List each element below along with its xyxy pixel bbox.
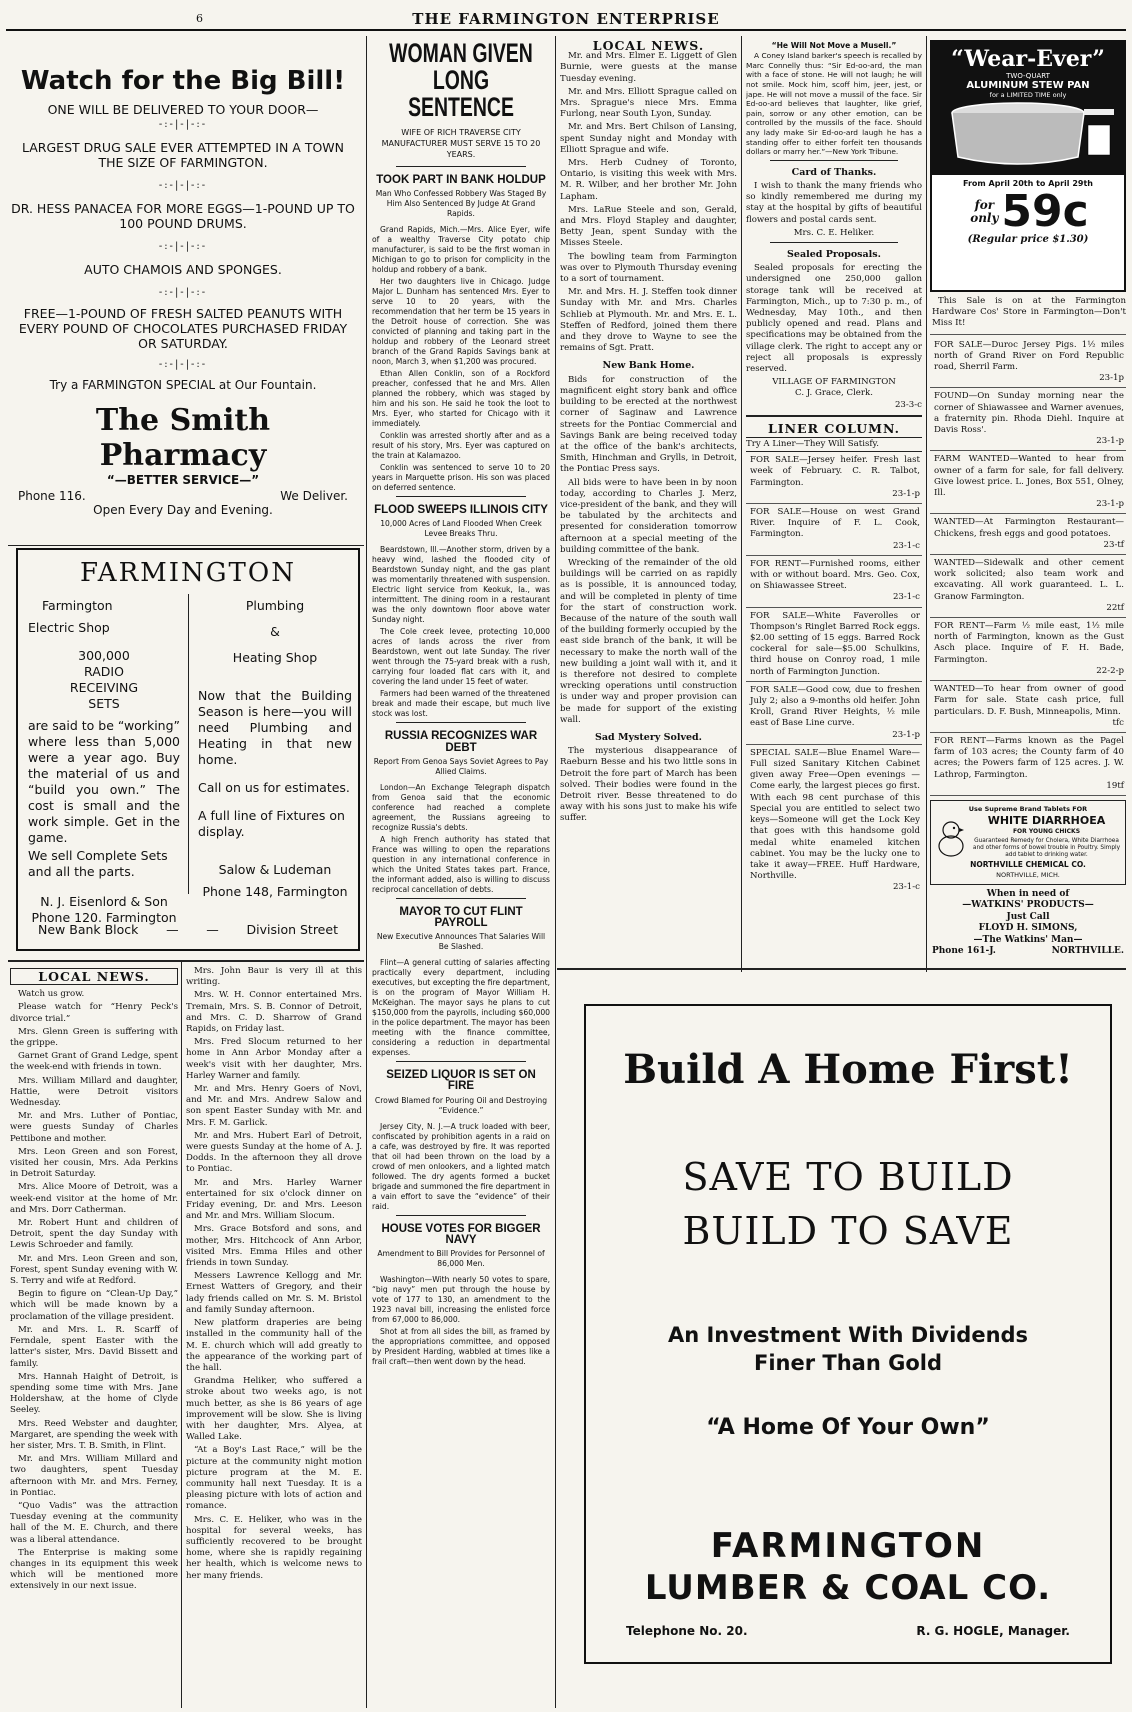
- classified-text: WANTED—Sidewalk and other cement work solicited; also team work and excavating. All work guaranteed. L. L. Granow Farmington.: [934, 558, 1124, 602]
- section-rule: [557, 968, 1126, 970]
- local-news-2-item: Mr. and Mrs. Leon Green and son, Forest, spent Sunday evening with W. S. Terry and wife at Redford.: [10, 1253, 178, 1287]
- lumber-home: “A Home Of Your Own”: [706, 1415, 990, 1440]
- section-rule: [8, 960, 364, 962]
- footer-left: New Bank Block: [38, 922, 139, 937]
- local-news-2-item: Please watch for “Henry Peck's divorce trial.”: [10, 1002, 178, 1024]
- liner-list: [746, 452, 922, 896]
- local-news-2-item: Garnet Grant of Grand Ledge, spent the week-end with friends in town.: [10, 1051, 178, 1073]
- local-news-item: Mrs. LaRue Steele and son, Gerald, and Mrs. Floyd Stapley and daughter, Betty Jean, spent Sunday with the Misses Steele.: [560, 204, 737, 249]
- liner-item-text: FOR SALE—White Faverolles or Thompson's Ringlet Barred Rock eggs. $2.00 setting of 15 eggs. Barred Rock cockeral for sale—$5.00 Schulkins, third house on Conroy road, 1 mile north of Farmington Junction.: [750, 610, 920, 677]
- liner-item: [746, 452, 922, 504]
- woman-paragraph: Conklin was sentenced to serve 10 to 20 years in Marquette prison. His son was placed on deferred sentence.: [372, 463, 550, 493]
- thanks-title: Card of Thanks.: [791, 166, 877, 178]
- plumbing-body: Now that the Building Season is here—you will need Plumbing and Heating in that new home.: [198, 688, 352, 767]
- pharmacy-item: FREE—1-POUND OF FRESH SALTED PEANUTS WITH EVERY POUND OF CHOCOLATES PURCHASED FRIDAY OR SATURDAY.: [18, 306, 348, 351]
- flint-headline: MAYOR TO CUT FLINT PAYROLL: [399, 905, 523, 930]
- electric-head-1: Farmington: [42, 598, 113, 613]
- local-news-2-item: Mrs. William Millard and daughter, Hattie, were Detroit visitors Wednesday.: [10, 1075, 178, 1109]
- liner-item-ref: 23-1-p: [892, 729, 920, 740]
- wear-ever-size: TWO-QUART: [1006, 72, 1050, 80]
- rule: [746, 415, 922, 417]
- farmington-title: FARMINGTON: [80, 558, 296, 588]
- footer-right: Division Street: [246, 922, 338, 937]
- pharmacy-phone: Phone 116.: [18, 489, 86, 503]
- page-number: 6: [196, 12, 203, 25]
- woman-headline-1: WOMAN GIVEN: [389, 40, 533, 68]
- classified-item: [930, 618, 1126, 681]
- column-rule: [926, 36, 927, 972]
- deco-divider: -:-|-|-:-: [158, 359, 208, 370]
- liner-item-ref: 23-1-c: [892, 592, 920, 603]
- bank-home-paragraph: Bids for construction of the magnificent eight story bank and office building to be erected at the northwest corner of Saginaw and Lawrence streets for the Pontiac Commercial and Savings Bank are being received today at the office of the bank's architects, Smith, Hinchman and Grylls, in Detroit, the Pontiac Press says.: [560, 374, 737, 475]
- plumbing-shop: [198, 598, 352, 900]
- liner-item: [746, 745, 922, 897]
- local-news-2-item: Mrs. Reed Webster and daughter, Margaret, are spending the week with her sister, Mrs. T. B. Smith, in Flint.: [10, 1418, 178, 1451]
- liner-title: LINER COLUMN.: [768, 420, 900, 436]
- local-news-2-item: Grandma Heliker, who suffered a stroke about two weeks ago, is not much better, as she is 86 years of age improvement will be slow. She is living with her daughter, Mrs. Alyea, at Walled Lake.: [186, 1376, 362, 1443]
- local-news-item: Mr. and Mrs. Elliott Sprague called on Mrs. Sprague's niece Mrs. Emma Furlong, near South Lyon, Sunday.: [560, 86, 737, 120]
- classified-item: [930, 555, 1126, 618]
- classified-text: WANTED—To hear from owner of good Farm for sale. State cash price, full particulars. D. F. Bush, Minneapolis, Minn.: [934, 684, 1124, 717]
- watkins-line: When in need of: [986, 888, 1070, 899]
- electric-shop: [28, 598, 180, 926]
- thanks-signed: Mrs. C. E. Heliker.: [793, 227, 875, 238]
- electric-body: are said to be “working” where less than 5,000 were a year ago. Buy the material of us and “build you own.” The cost is small and the work simple. Get in the game.: [28, 718, 180, 845]
- classified-text: FOR RENT—Farms known as the Pagel farm of 103 acres; the County farm of 40 acres; the Powers farm of 125 acres. J. W. Lathrop, Farmington.: [934, 735, 1124, 780]
- flint-deck: New Executive Announces That Salaries Will Be Slashed.: [376, 932, 546, 952]
- local-news-2-item: Mr. and Mrs. William Millard and two daughters, spent Tuesday afternoon with Mr. and Mrs. Ferney, in Pontiac.: [10, 1454, 178, 1498]
- lumber-phone: Telephone No. 20.: [626, 1624, 748, 1638]
- flood-paragraph: The Cole creek levee, protecting 10,000 acres of lands across the river from Beardstown, went out late Sunday. The river went through the 75-yard break with a rush, carrying four loaded flat cars with it, and covering the land under 15 feet of water.: [372, 627, 550, 687]
- liner-item-text: FOR SALE—House on west Grand River. Inquire of F. L. Cook, Farmington.: [750, 507, 920, 540]
- classified-item: [930, 388, 1126, 451]
- local-news-2-item: Mrs. John Baur is very ill at this writing.: [186, 966, 362, 988]
- classified-item: [930, 733, 1126, 796]
- thanks-text: I wish to thank the many friends who so kindly remembered me during my stay at the hospital by gifts of beautiful flowers and postal cards sent.: [746, 180, 922, 225]
- watkins-line: Just Call: [1006, 911, 1050, 922]
- wear-ever-price-row: [932, 186, 1124, 237]
- deco-divider: -:-|-|-:-: [158, 287, 208, 298]
- classified-text: FARM WANTED—Wanted to hear from owner of a farm for sale, for fall delivery. Give lowest price. L. Jones, Box 551, Olney, Ill.: [934, 454, 1124, 499]
- rule: [396, 496, 526, 497]
- stew-pan-icon: [938, 99, 1118, 169]
- right-classifieds: [930, 296, 1126, 966]
- pharmacy-name: The Smith Pharmacy: [95, 403, 271, 473]
- deco-divider: -:-|-|-:-: [158, 119, 208, 130]
- navy-deck: Amendment to Bill Provides for Personnel of 86,000 Men.: [377, 1249, 545, 1269]
- flint-paragraph: Flint—A general cutting of salaries affecting practically every department, including executives, but excepting the fire department, is on the program of Mayor William H. McKeighan. The mayor says he plans to cut $150,000 from the payrolls, including $60,000 in the police department. The mayor has been meeting with the finance committee, considering a reduction in departmental expenses.: [372, 958, 550, 1058]
- liner-item: [746, 608, 922, 682]
- lumber-line-2: BUILD TO SAVE: [682, 1209, 1014, 1253]
- liner-item-text: FOR RENT—Furnished rooms, either with or without board. Mrs. Geo. Cox, on Shiawassee Street.: [750, 558, 920, 592]
- diarrhoea-top: Use Supreme Brand Tablets FOR: [968, 804, 1088, 813]
- navy-paragraph: Washington—With nearly 50 votes to spare, “big navy” men put through the house by vote of 177 to 130, an amendment to the 1923 naval bill, increasing the enlisted force from 67,000 to 86,000.: [372, 1275, 550, 1325]
- plumbing-phone: Phone 148, Farmington: [202, 884, 348, 899]
- local-news-item: Mr. and Mrs. Bert Chilson of Lansing, spent Sunday night and Monday with Elliott Sprague and wife.: [560, 122, 737, 155]
- local-news-2-item: Messers Lawrence Kellogg and Mr. Ernest Watters of Gregory, and their lady friends called on Mr. S. M. Bristol and family Sunday afternoon.: [186, 1271, 362, 1315]
- wear-ever-price: 59c: [1001, 186, 1089, 237]
- plumbing-full: A full line of Fixtures on display.: [198, 808, 345, 839]
- local-news-2-item: Mr. and Mrs. Henry Goers of Novi, and Mr. and Mrs. Andrew Salow and son spent Easter Sunday with Mr. and Mrs. F. M. Garlick.: [186, 1084, 362, 1128]
- liner-tagline: Try A Liner—They Will Satisfy.: [746, 437, 922, 452]
- lumber-company-1: FARMINGTON: [710, 1526, 986, 1566]
- paper-title: THE FARMINGTON ENTERPRISE: [412, 10, 720, 28]
- diarrhoea-sub: FOR YOUNG CHICKS: [1012, 828, 1081, 836]
- farmington-ad: [16, 548, 360, 951]
- watkins-line: FLOYD H. SIMONS,: [978, 923, 1078, 934]
- classified-item: [930, 337, 1126, 389]
- liner-item: [746, 556, 922, 608]
- diarrhoea-company: NORTHVILLE CHEMICAL CO.: [970, 859, 1086, 869]
- wear-ever-product: ALUMINUM STEW PAN: [966, 80, 1090, 91]
- deco-divider: -:-|-|-:-: [158, 180, 208, 191]
- local-news-2-item: Mr. and Mrs. Hubert Earl of Detroit, were guests Sunday at the home of A. J. Dodds. In the afternoon they all drove to Pontiac.: [186, 1130, 362, 1175]
- masthead: [0, 8, 1132, 30]
- local-news-item: The bowling team from Farmington was over to Plymouth Thursday evening to a sort of tournament.: [560, 251, 737, 285]
- radio-list-item: SETS: [88, 696, 120, 711]
- electric-owner: N. J. Eisenlord & Son: [40, 894, 168, 909]
- diarrhoea-body: [934, 815, 1122, 858]
- local-news-item: Mr. and Mrs. H. J. Steffen took dinner Sunday with Mr. and Mrs. Charles Schlieb at Plymouth. Mr. and Mrs. E. L. Steffen of Redford, joined them there and they drove to Wayne to see the remains of Sgt. Pratt.: [560, 287, 737, 354]
- special-em: FARMINGTON SPECIAL: [82, 378, 216, 392]
- russia-headline: RUSSIA RECOGNIZES WAR DEBT: [384, 730, 538, 754]
- local-news-2-item: Mr. and Mrs. Harley Warner entertained for six o'clock dinner on Friday evening, Dr. and Mrs. Leeson and Mr. and Mrs. William Slocum.: [186, 1177, 362, 1222]
- watkins-line: —WATKINS' PRODUCTS—: [962, 900, 1094, 911]
- plumbing-owner: Salow & Ludeman: [218, 862, 332, 877]
- local-news-2-item: “Quo Vadis” was the attraction Tuesday evening at the community hall of the M. E. Church, and there was a liberal attendance.: [10, 1500, 178, 1545]
- wear-ever-ad: [930, 40, 1126, 292]
- liquor-deck: Crowd Blamed for Pouring Oil and Destroying “Evidence.”: [374, 1095, 548, 1115]
- wear-ever-header: [932, 42, 1124, 175]
- liner-item-ref: 23-1-c: [892, 882, 920, 893]
- local-news-2-right: [186, 966, 362, 1706]
- local-news-2-item: Mr. Robert Hunt and children of Detroit, spent the day Sunday with Lewis Schroeder and family.: [10, 1218, 178, 1251]
- pharmacy-headline: Watch for the Big Bill!: [20, 66, 346, 96]
- russia-paragraph: A high French authority has stated that France was willing to open the reparations question in any international conference in which the United States takes part. France, the informant added, also is willing to discuss reciprocal cancellation of debts.: [372, 834, 550, 894]
- classified-ref: tfc: [1112, 717, 1124, 728]
- liquor-headline: SEIZED LIQUOR IS SET ON FIRE: [386, 1069, 536, 1093]
- woman-paragraph: Ethan Allen Conklin, son of a Rockford preacher, confessed that he and Mrs. Allen planned the robbery, which was staged by him and his son. He said he took the loot to Mrs. Eyer, who started for Chicago with it immediately.: [372, 369, 550, 429]
- rule: [396, 722, 526, 723]
- russia-paragraph: London—An Exchange Telegraph dispatch from Genoa said that the economic conference had reached a complete agreement, the Russians agreeing to recognize Russia's debts.: [372, 782, 550, 832]
- wear-ever-limited: for a LIMITED TIME only: [989, 91, 1067, 99]
- diarrhoea-ad: [930, 800, 1126, 885]
- woman-paragraph: Conklin was arrested shortly after and as a result of his story, Mrs. Eyer was captured on the train at Kalamazoo.: [372, 431, 550, 461]
- lumber-manager: R. G. HOGLE, Manager.: [916, 1624, 1070, 1638]
- local-news-2-item: Mrs. Fred Slocum returned to her home in Ann Arbor Monday after a week's visit with her daughter, Mrs. Harley Warner and family.: [186, 1037, 362, 1081]
- watkins-line: —The Watkins' Man—: [973, 934, 1083, 945]
- pharmacy-contact: [8, 489, 358, 503]
- footer-dash: —: [166, 922, 179, 937]
- pharmacy-item: DR. HESS PANACEA FOR MORE EGGS—1-POUND UP TO 100 POUND DRUMS.: [11, 201, 355, 231]
- farmington-divider: [188, 594, 189, 894]
- chick-icon: [934, 816, 968, 858]
- notices-column: [746, 40, 922, 965]
- plumbing-call: Call on us for estimates.: [198, 780, 350, 795]
- bank-home-paragraph: Wrecking of the remainder of the old buildings will be carried on as rapidly as is possible, it is announced today, and will be completed in plenty of time for the start of construction work. Because of the nature of the south wall of the building formerly occupied by the east side branch of the bank, it will be necessary to make the north wall of the new building a joint wall with it, and it is therefore not desired to complete wrecking operations until construction is under way and proper provision can be made for support of the existing wall.: [560, 557, 737, 725]
- local-news-item: Mrs. Herb Cudney of Toronto, Ontario, is visiting this week with Mrs. M. R. Wilber, and her brother Mr. John Lapham.: [560, 158, 737, 202]
- liner-item: [746, 504, 922, 556]
- radio-list-item: 300,000: [78, 648, 130, 663]
- woman-paragraph: Grand Rapids, Mich.—Mrs. Alice Eyer, wife of a wealthy Traverse City potato chip manufacturer, is said to be the first woman in Michigan to go to prison for complicity in the holdup and robbery of a bank.: [372, 225, 550, 275]
- pharmacy-sub: ONE WILL BE DELIVERED TO YOUR DOOR—: [47, 102, 319, 117]
- rule: [396, 166, 526, 167]
- column-rule: [181, 962, 182, 1708]
- wear-ever-brand: “Wear-Ever”: [951, 46, 1105, 72]
- classified-item: [930, 681, 1126, 733]
- deco-divider: -:-|-|-:-: [158, 241, 208, 252]
- local-news-2-item: New platform draperies are being installed in the community hall of the M. E. church which will add greatly to the appearance of the working part of the hall.: [186, 1318, 362, 1373]
- local-news-2-item: Mrs. W. H. Connor entertained Mrs. Tremain, Mrs. S. B. Connor of Detroit, and Mrs. C. D. Sharrow of Grand Rapids, on Friday last.: [186, 990, 362, 1035]
- rule: [770, 160, 898, 161]
- footer-dash: —: [206, 922, 219, 937]
- mystery-title: Sad Mystery Solved.: [595, 731, 702, 743]
- musell-title: “He Will Not Move a Musell.”: [771, 41, 897, 50]
- woman-headline-2: LONG SENTENCE: [408, 65, 514, 122]
- navy-paragraph: Shot at from all sides the bill, as framed by the appropriations committee, and opposed by President Harding, wabbled at times like a frail craft—then went down by the head.: [372, 1327, 550, 1367]
- rule: [396, 898, 526, 899]
- local-news-2-title-box: [10, 968, 178, 985]
- classified-ref: 23-tf: [1103, 539, 1124, 550]
- local-news-2-title: LOCAL NEWS.: [38, 969, 150, 984]
- mystery-paragraph: The mysterious disappearance of Raeburn Besse and his two little sons in Detroit the fore part of March has been solved. Their bodies were found in the Detroit river. Besse threatened to do away with his sons just to make his wife suffer.: [560, 746, 737, 824]
- local-news-2-item: Mr. and Mrs. Luther of Pontiac, were guests Sunday of Charles Pettibone and mother.: [10, 1111, 178, 1144]
- local-news-item: Mr. and Mrs. Elmer E. Liggett of Glen Burnie, were guests at the manse Tuesday evening.: [560, 51, 737, 84]
- liner-item-text: SPECIAL SALE—Blue Enamel Ware—Full sized Sanitary Kitchen Cabinet given away Free—Open evenings — Come early, the largest pieces go first. With each 98 cent purchase of this Special you are entitled to select two keys—Someone will get the Lock Key that goes with this handsome gold medal white enameled kitchen cabinet. You may be the lucky one to take it away—FREE. Huff Hardware, Northville.: [750, 747, 920, 882]
- plumbing-head-1: Plumbing: [245, 598, 305, 613]
- wear-ever-note: This Sale is on at the Farmington Hardware Cos' Store in Farmington—Don't Miss It!: [930, 296, 1126, 335]
- local-news-column: [560, 40, 737, 965]
- local-news-2-item: Mrs. Grace Botsford and sons, and mother, Mrs. Hitchcock of Ann Arbor, visited Mrs. Emma Hiles and other friends in town Sunday.: [186, 1224, 362, 1269]
- special-post: at Our Fountain.: [218, 378, 317, 392]
- proposals-title: Sealed Proposals.: [787, 248, 881, 260]
- watkins-phone: Phone 161-J.: [932, 946, 996, 957]
- local-news-2-item: The Enterprise is making some changes in its equipment this week which will be mentioned more extensively in our next issue.: [10, 1547, 178, 1592]
- diarrhoea-text: [971, 815, 1122, 858]
- local-news-title: LOCAL NEWS.: [592, 40, 705, 53]
- lumber-headline: Build A Home First!: [623, 1046, 1073, 1093]
- lumber-line-1: SAVE TO BUILD: [682, 1155, 1014, 1199]
- bank-home-title: New Bank Home.: [602, 360, 695, 372]
- lumber-investment-2: Finer Than Gold: [753, 1351, 942, 1375]
- woman-deck: WIFE OF RICH TRAVERSE CITY MANUFACTURER MUST SERVE 15 TO 20 YEARS.: [381, 128, 541, 159]
- classified-text: FOR RENT—Farm ½ mile east, 1½ mile north of Farmington, known as the Gust Asch place. Inquire of F. H. Bade, Farmington.: [934, 621, 1124, 665]
- classified-ref: 22tf: [1106, 602, 1124, 613]
- woman-paragraph: Her two daughters live in Chicago. Judge Major L. Dunham has sentenced Mrs. Eyer to serve 10 to 20 years, with the recommendation that her term be 15 years in the Detroit house of correction. She was convicted of planning and taking part in the holdup and robbery of the Leonard street branch of the Grand Rapids Savings bank at noon, March 3, when $1,200 was procured.: [372, 277, 550, 367]
- section-rule: [8, 545, 364, 546]
- column-rule: [366, 36, 367, 1708]
- rule: [396, 1215, 526, 1216]
- liner-item-ref: 23-1-c: [892, 540, 920, 551]
- musell-text: A Coney Island barker's speech is recalled by Marc Connelly thus: “Sir Ed-oo-ard, the man with a face of stone. He will not laugh; he will not smile. Mock him, scoff him, jeer, jest, or jape. He will not move a mussil of the face. Sir Ed-oo-ard believes that laughter, like grief, pain, sorrow or any other emotion, can be controlled by the mussils of the face. Should any lady make Sir Ed-oo-ard laugh he has a standing offer to either forfeit ten thousands dollars or marry her.”—New York Tribune.: [746, 51, 922, 157]
- flood-deck: 10,000 Acres of Land Flooded When Creek Levee Breaks Thru.: [380, 519, 542, 539]
- lumber-ad: [584, 1004, 1112, 1664]
- local-news-2-left: [10, 966, 178, 1706]
- local-news-2-item: Watch us grow.: [18, 989, 85, 1000]
- classified-text: FOR SALE—Duroc Jersey Pigs. 1½ miles north of Grand River on Ford Republic road, Sherril Farm.: [934, 339, 1124, 373]
- pharmacy-deliver: We Deliver.: [280, 489, 348, 503]
- woman-subdeck: Man Who Confessed Robbery Was Staged By Him Also Sentenced By Judge At Grand Rapids.: [375, 189, 547, 219]
- farmington-footer: [38, 922, 338, 937]
- pharmacy-item: LARGEST DRUG SALE EVER ATTEMPTED IN A TOWN THE SIZE OF FARMINGTON.: [22, 140, 344, 170]
- local-news-2-item: “At a Boy's Last Race,” will be the picture at the community night motion picture program at the M. E. community hall next Tuesday. It is a pleasing picture with lots of action and romance.: [186, 1445, 362, 1512]
- flood-paragraph: Farmers had been warned of the threatened break and made their escape, but much live stock was lost.: [372, 689, 550, 719]
- classified-item: [930, 514, 1126, 555]
- liner-item-text: FOR SALE—Jersey heifer. Fresh last week of February. C. R. Talbot, Farmington.: [750, 455, 920, 488]
- watkins-ad: [930, 889, 1126, 958]
- local-news-2-item: Mrs. Leon Green and son Forest, visited her cousin, Mrs. Ada Perkins in Detroit Saturday.: [10, 1146, 178, 1180]
- rule: [396, 1061, 526, 1062]
- flood-paragraph: Beardstown, Ill.—Another storm, driven by a heavy wind, lashed the flooded city of Beardstown Sunday night, and the gas plant was momentarily threatened with suspension. Electric light service from Keokuk, Ia., was intermittent. The dining room in a restaurant was the only downtown floor above water Sunday night.: [372, 545, 550, 625]
- pharmacy-ad: [8, 40, 358, 540]
- news-column-2: [372, 40, 550, 1708]
- fountain-special: [8, 378, 358, 393]
- bank-home-paragraph: All bids were to have been in by noon today, according to Charles J. Merz, vice-president of the bank, and they will be tabulated by the architects and presented for consideration tomorrow afternoon at a special meeting of the building committee of the bank.: [560, 477, 737, 555]
- classified-ref: 23-1-p: [1096, 436, 1124, 447]
- pharmacy-hours: Open Every Day and Evening.: [93, 503, 273, 517]
- electric-head-2: Electric Shop: [28, 620, 110, 635]
- watkins-contact: [930, 946, 1126, 958]
- special-pre: Try a: [49, 378, 79, 392]
- woman-subhead: TOOK PART IN BANK HOLDUP: [376, 174, 546, 186]
- column-rule: [741, 36, 742, 972]
- pharmacy-item: AUTO CHAMOIS AND SPONGES.: [84, 262, 282, 277]
- electric-sell: We sell Complete Sets and all the parts.: [28, 848, 168, 879]
- lumber-investment-1: An Investment With Dividends: [667, 1323, 1029, 1347]
- classified-text: WANTED—At Farmington Restaurant—Chickens, fresh eggs and good potatoes.: [934, 517, 1124, 539]
- radio-list-item: RECEIVING: [69, 680, 139, 695]
- classified-ref: 23-1-p: [1096, 499, 1124, 510]
- russia-deck: Report From Genoa Says Soviet Agrees to Pay Allied Claims.: [373, 756, 549, 776]
- pharmacy-slogan: “—BETTER SERVICE—”: [106, 473, 260, 487]
- classified-ref: 23-1p: [1099, 373, 1124, 384]
- classified-ref: 19tf: [1106, 780, 1124, 791]
- masthead-rule: [6, 29, 1126, 31]
- watkins-city: NORTHVILLE.: [1051, 946, 1124, 957]
- wear-ever-for-only: for only: [970, 198, 999, 225]
- local-news-2-item: Begin to figure on “Clean-Up Day,” which will be made known by a proclamation of the village president.: [10, 1289, 178, 1322]
- radio-list-item: RADIO: [84, 664, 124, 679]
- classified-item: [930, 451, 1126, 514]
- rule: [770, 242, 898, 243]
- proposals-ref: 23-3-c: [894, 399, 922, 410]
- lumber-company-2: LUMBER & COAL CO.: [644, 1568, 1052, 1608]
- diarrhoea-name: WHITE DIARRHOEA: [987, 814, 1106, 828]
- liner-item-text: FOR SALE—Good cow, due to freshen July 2; also a 9-months old heifer. John Kroll, Grand River Heights, ½ mile east of Base Line curve.: [750, 684, 920, 729]
- local-news-2-item: Mrs. Glenn Green is suffering with the grippe.: [10, 1026, 178, 1049]
- wear-ever-regular: (Regular price $1.30): [967, 234, 1089, 245]
- classified-ref: 22-2-p: [1096, 665, 1124, 676]
- liquor-paragraph: Jersey City, N. J.—A truck loaded with beer, confiscated by prohibition agents in a raid on a cafe, was destroyed by fire. It was reported that oil had been thrown on the load by a crowd of men onlookers, and a lighted match followed. The dry agents formed a bucket brigade and summoned the fire department in a vain effort to save the “evidence” of their raid.: [372, 1121, 550, 1211]
- electric-phone: Phone 120. Farmington: [31, 910, 177, 925]
- column-rule: [555, 36, 556, 1708]
- local-news-2-item: Mrs. Hannah Haight of Detroit, is spending some time with Mrs. Jane Holdershaw, at the home of Clyde Seeley.: [10, 1371, 178, 1416]
- flood-headline: FLOOD SWEEPS ILLINOIS CITY: [374, 504, 548, 517]
- local-news-2-item: Mrs. C. E. Heliker, who was in the hospital for several weeks, has sufficiently recovered to be brought home, where she is rapidly regaining her health, which is welcome news to her many friends.: [186, 1514, 362, 1581]
- navy-headline: HOUSE VOTES FOR BIGGER NAVY: [381, 1222, 541, 1246]
- local-news-2-item: Mr. and Mrs. L. R. Scarff of Ferndale, spent Easter with the latter's sister, Mrs. David Bissett and family.: [10, 1324, 178, 1369]
- plumbing-head-3: Heating Shop: [232, 650, 318, 665]
- local-news-2-item: Mrs. Alice Moore of Detroit, was a week-end visitor at the home of Mr. and Mrs. Dorr Catherman.: [10, 1182, 178, 1215]
- liner-item: [746, 682, 922, 745]
- radio-list: [28, 648, 180, 712]
- proposals-text: Sealed proposals for erecting the undersigned one 250,000 gallon storage tank will be received at Farmington, Mich., up to 7:30 p. m., of Wednesday, May 10th., and then publicly opened and read. Plans and specifications may be obtained from the village clerk. The right to accept any or reject all proposals is expressly reserved.: [746, 263, 922, 374]
- classified-text: FOUND—On Sunday morning near the corner of Shiawassee and Warner avenues, a fraternity pin. Rhoda Diehl. Inquire at Davis Ross'.: [934, 391, 1124, 436]
- diarrhoea-desc: Guaranteed Remedy for Cholera, White Diarrhoea and other forms of bowel trouble in Poultry. Simply add tablet to drinking water.: [972, 837, 1121, 858]
- plumbing-head-2: &: [270, 624, 280, 639]
- diarrhoea-city: NORTHVILLE, MICH.: [996, 870, 1060, 879]
- proposals-village: VILLAGE OF FARMINGTON: [772, 377, 896, 388]
- liner-item-ref: 23-1-p: [892, 488, 920, 499]
- lumber-contact: [586, 1624, 1110, 1638]
- proposals-clerk: C. J. Grace, Clerk.: [795, 388, 873, 399]
- wear-ever-dates: From April 20th to April 29th: [963, 179, 1093, 188]
